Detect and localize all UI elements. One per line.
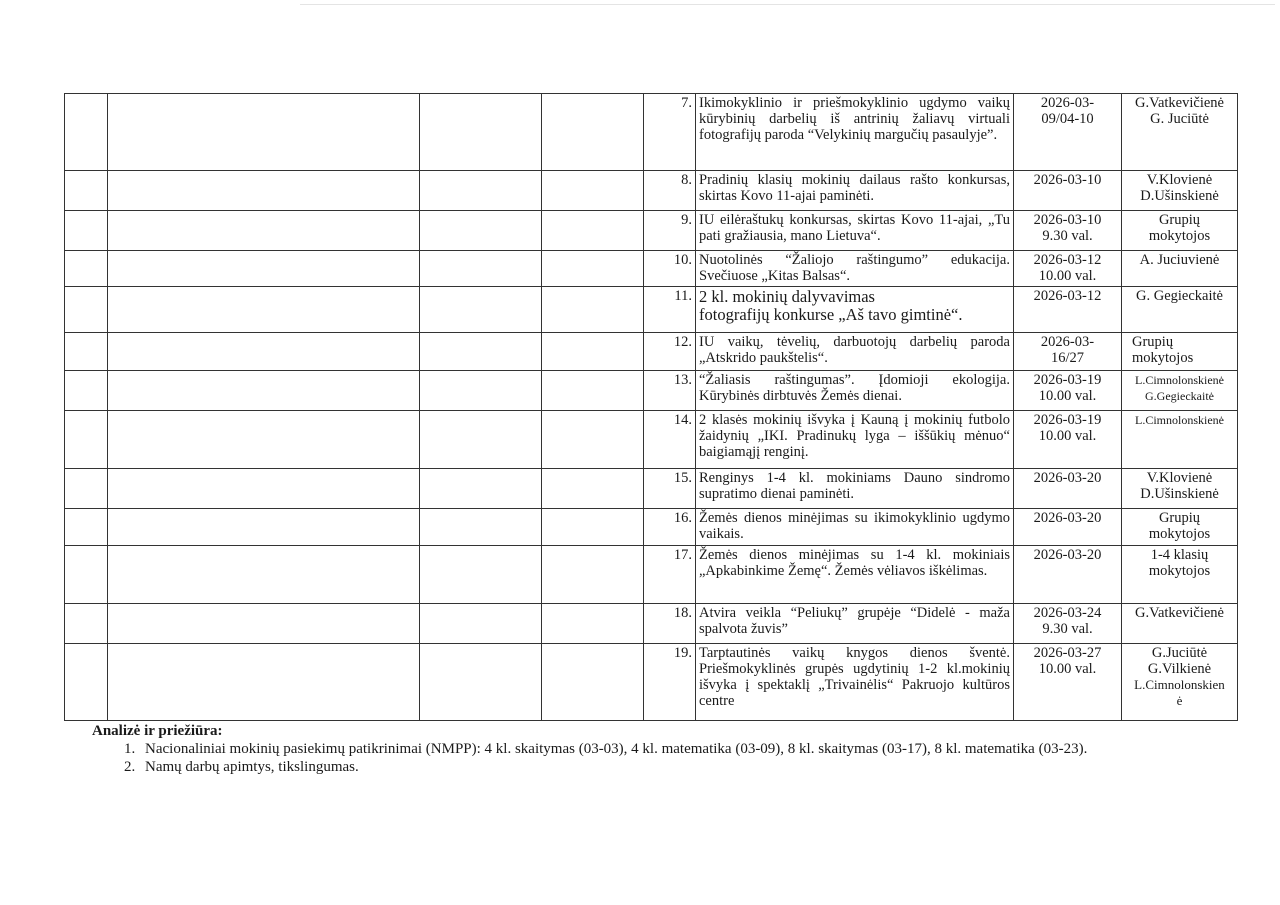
- responsible-persons: G.Vatkevičienė G. Juciūtė: [1122, 94, 1238, 171]
- row-number: 12.: [644, 333, 696, 371]
- table-row: [65, 371, 1238, 411]
- activity-date: 2026-03-10 9.30 val.: [1014, 211, 1122, 251]
- empty-cell: [420, 287, 542, 333]
- empty-cell: [542, 333, 644, 371]
- activity-description: Ikimokyklinio ir priešmokyklinio ugdymo vaikų kūrybinių darbelių iš antrinių žaliavų virtuali fotografijų paroda “Velykinių margučių pasaulyje”.: [696, 94, 1014, 171]
- empty-cell: [108, 251, 420, 287]
- responsible-persons: V.Klovienė D.Ušinskienė: [1122, 171, 1238, 211]
- empty-cell: [108, 171, 420, 211]
- table-row: [65, 94, 1238, 171]
- empty-cell: [420, 251, 542, 287]
- empty-cell: [65, 171, 108, 211]
- row-number: 18.: [644, 604, 696, 644]
- activity-description: Žemės dienos minėjimas su 1-4 kl. mokiniais „Apkabinkime Žemę“. Žemės vėliavos iškėlimas.: [696, 546, 1014, 604]
- responsible-persons: G.Juciūtė G.Vilkienė L.Cimnolonskien ė: [1122, 644, 1238, 721]
- empty-cell: [65, 411, 108, 469]
- empty-cell: [542, 371, 644, 411]
- activity-description: Pradinių klasių mokinių dailaus rašto konkursas, skirtas Kovo 11-ajai paminėti.: [696, 171, 1014, 211]
- empty-cell: [542, 411, 644, 469]
- empty-cell: [420, 371, 542, 411]
- row-number: 10.: [644, 251, 696, 287]
- table-row: [65, 333, 1238, 371]
- empty-cell: [108, 94, 420, 171]
- empty-cell: [65, 94, 108, 171]
- responsible-persons: Grupių mokytojos: [1122, 333, 1238, 371]
- row-number: 11.: [644, 287, 696, 333]
- activity-date: 2026-03-19 10.00 val.: [1014, 371, 1122, 411]
- empty-cell: [420, 211, 542, 251]
- activity-description: Atvira veikla “Peliukų” grupėje “Didelė - maža spalvota žuvis”: [696, 604, 1014, 644]
- analysis-list: [92, 740, 1087, 776]
- activity-description: “Žaliasis raštingumas”. Įdomioji ekologija. Kūrybinės dirbtuvės Žemės dienai.: [696, 371, 1014, 411]
- empty-cell: [65, 371, 108, 411]
- empty-cell: [65, 251, 108, 287]
- activity-description: Nuotolinės “Žaliojo raštingumo” edukacija. Svečiuose „Kitas Balsas“.: [696, 251, 1014, 287]
- table-row: [65, 509, 1238, 546]
- empty-cell: [420, 546, 542, 604]
- empty-cell: [420, 509, 542, 546]
- empty-cell: [65, 546, 108, 604]
- table-row: [65, 411, 1238, 469]
- empty-cell: [420, 333, 542, 371]
- responsible-persons: Grupių mokytojos: [1122, 509, 1238, 546]
- empty-cell: [420, 644, 542, 721]
- empty-cell: [65, 333, 108, 371]
- list-item: 1. Nacionaliniai mokinių pasiekimų patikrinimai (NMPP): 4 kl. skaitymas (03-03), 4 kl. matematika (03-09), 8 kl. skaitymas (03-17), 8 kl. matematika (03-23).: [139, 740, 1087, 758]
- activity-description: Tarptautinės vaikų knygos dienos šventė. Priešmokyklinės grupės ugdytinių 1-2 kl.mokinių išvyka į spektaklį „Trivainėlis“ Pakruojo kultūros centre: [696, 644, 1014, 721]
- empty-cell: [108, 411, 420, 469]
- activity-date: 2026-03- 16/27: [1014, 333, 1122, 371]
- activity-description: IU eilėraštukų konkursas, skirtas Kovo 11-ajai, „Tu pati gražiausia, mano Lietuva“.: [696, 211, 1014, 251]
- empty-cell: [65, 287, 108, 333]
- activity-date: 2026-03-20: [1014, 469, 1122, 509]
- empty-cell: [542, 287, 644, 333]
- table-row: [65, 211, 1238, 251]
- responsible-persons: G.Vatkevičienė: [1122, 604, 1238, 644]
- activity-date: 2026-03-24 9.30 val.: [1014, 604, 1122, 644]
- activity-date: 2026-03-20: [1014, 546, 1122, 604]
- activity-date: 2026-03-20: [1014, 509, 1122, 546]
- row-number: 8.: [644, 171, 696, 211]
- empty-cell: [420, 604, 542, 644]
- empty-cell: [420, 171, 542, 211]
- row-number: 13.: [644, 371, 696, 411]
- empty-cell: [65, 211, 108, 251]
- empty-cell: [542, 211, 644, 251]
- empty-cell: [108, 509, 420, 546]
- row-number: 14.: [644, 411, 696, 469]
- responsible-persons: 1-4 klasių mokytojos: [1122, 546, 1238, 604]
- empty-cell: [108, 469, 420, 509]
- table-row: [65, 546, 1238, 604]
- empty-cell: [65, 469, 108, 509]
- table-row: [65, 171, 1238, 211]
- row-number: 7.: [644, 94, 696, 171]
- activity-date: 2026-03-10: [1014, 171, 1122, 211]
- row-number: 17.: [644, 546, 696, 604]
- activity-date: 2026-03-19 10.00 val.: [1014, 411, 1122, 469]
- analysis-heading: Analizė ir priežiūra:: [92, 723, 223, 739]
- empty-cell: [420, 94, 542, 171]
- activity-date: 2026-03-27 10.00 val.: [1014, 644, 1122, 721]
- activity-description: IU vaikų, tėvelių, darbuotojų darbelių paroda „Atskrido paukštelis“.: [696, 333, 1014, 371]
- row-number: 16.: [644, 509, 696, 546]
- empty-cell: [108, 546, 420, 604]
- empty-cell: [420, 469, 542, 509]
- row-number: 9.: [644, 211, 696, 251]
- empty-cell: [420, 411, 542, 469]
- activity-description: Renginys 1-4 kl. mokiniams Dauno sindromo supratimo dienai paminėti.: [696, 469, 1014, 509]
- empty-cell: [542, 171, 644, 211]
- empty-cell: [542, 251, 644, 287]
- table-row: [65, 251, 1238, 287]
- list-item: 2. Namų darbų apimtys, tikslingumas.: [139, 758, 1087, 776]
- empty-cell: [108, 333, 420, 371]
- table-row: [65, 644, 1238, 721]
- row-number: 15.: [644, 469, 696, 509]
- activity-date: 2026-03-12 10.00 val.: [1014, 251, 1122, 287]
- empty-cell: [108, 371, 420, 411]
- activity-date: 2026-03-12: [1014, 287, 1122, 333]
- empty-cell: [542, 509, 644, 546]
- empty-cell: [542, 469, 644, 509]
- responsible-persons: L.Cimnolonskienė G.Gegieckaitė: [1122, 371, 1238, 411]
- responsible-persons: G. Gegieckaitė: [1122, 287, 1238, 333]
- responsible-persons: L.Cimnolonskienė: [1122, 411, 1238, 469]
- activity-description: 2 klasės mokinių išvyka į Kauną į mokinių futbolo žaidynių „IKI. Pradinukų lyga – iššūkių mėnuo“ baigiamąjį renginį.: [696, 411, 1014, 469]
- analysis-section: [92, 722, 1087, 776]
- row-number: 19.: [644, 644, 696, 721]
- responsible-persons: Grupių mokytojos: [1122, 211, 1238, 251]
- empty-cell: [542, 604, 644, 644]
- activity-date: 2026-03- 09/04-10: [1014, 94, 1122, 171]
- activity-description: 2 kl. mokinių dalyvavimas fotografijų konkurse „Aš tavo gimtinė“.: [696, 287, 1014, 333]
- empty-cell: [108, 211, 420, 251]
- empty-cell: [65, 644, 108, 721]
- empty-cell: [65, 604, 108, 644]
- empty-cell: [108, 604, 420, 644]
- empty-cell: [65, 509, 108, 546]
- table-row: [65, 469, 1238, 509]
- empty-cell: [542, 546, 644, 604]
- table-row: [65, 287, 1238, 333]
- empty-cell: [542, 644, 644, 721]
- empty-cell: [108, 644, 420, 721]
- table-row: [65, 604, 1238, 644]
- activity-plan-table: [64, 93, 1238, 721]
- activity-description: Žemės dienos minėjimas su ikimokyklinio ugdymo vaikais.: [696, 509, 1014, 546]
- responsible-persons: A. Juciuvienė: [1122, 251, 1238, 287]
- page-top-edge: [300, 4, 1275, 5]
- empty-cell: [108, 287, 420, 333]
- responsible-persons: V.Klovienė D.Ušinskienė: [1122, 469, 1238, 509]
- empty-cell: [542, 94, 644, 171]
